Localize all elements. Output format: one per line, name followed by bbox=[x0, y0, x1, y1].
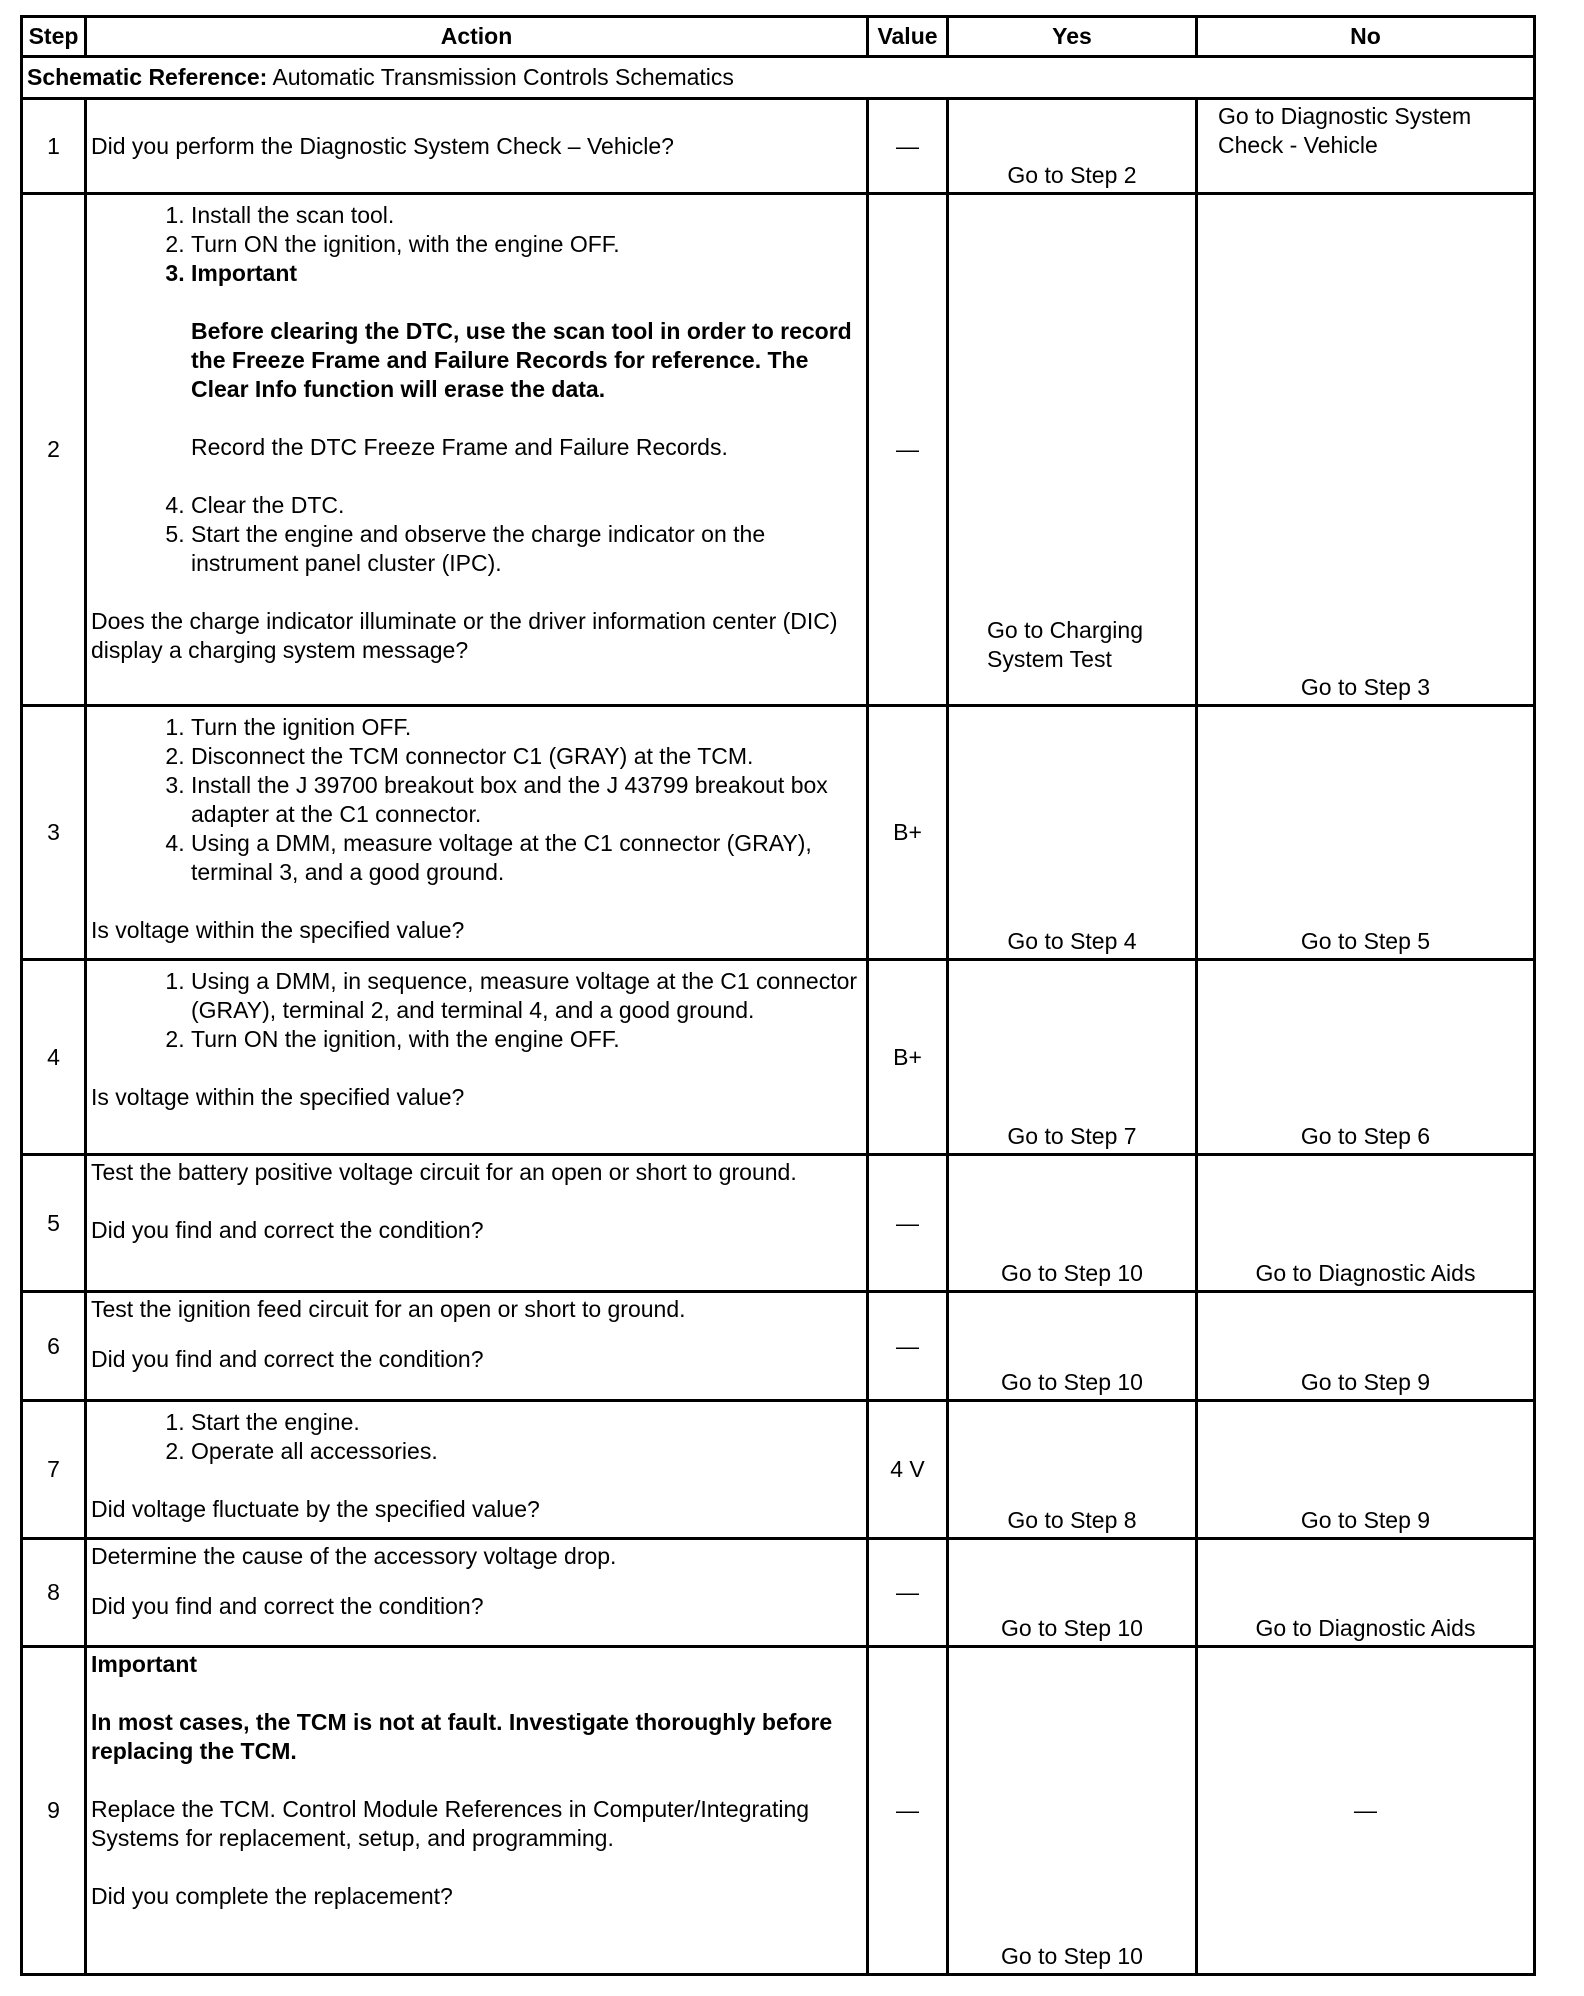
diagnostic-table bbox=[20, 15, 1536, 1976]
no-cell: — bbox=[1197, 1647, 1535, 1975]
action-cell bbox=[86, 1401, 868, 1539]
list-item: 2. Turn ON the ignition, with the engine OFF. bbox=[191, 1025, 862, 1054]
step-number: 2 bbox=[22, 194, 86, 706]
yes-link[interactable]: Go to Step 7 bbox=[948, 960, 1197, 1155]
table-row bbox=[22, 1155, 1535, 1292]
no-link[interactable]: Go to Diagnostic Aids bbox=[1197, 1539, 1535, 1647]
list-item: 2. Disconnect the TCM connector C1 (GRAY) at the TCM. bbox=[191, 742, 862, 771]
yes-link[interactable]: Go to Step 2 bbox=[948, 99, 1197, 194]
diagnostic-table-wrapper bbox=[20, 15, 1536, 1976]
yes-link[interactable]: Go to Step 10 bbox=[948, 1647, 1197, 1975]
list-item: 1. Using a DMM, in sequence, measure voltage at the C1 connector (GRAY), terminal 2, and terminal 4, and a good ground. bbox=[191, 967, 862, 1025]
header-row bbox=[22, 17, 1535, 57]
list-item: 3. Install the J 39700 breakout box and the J 43799 breakout box adapter at the C1 connector. bbox=[191, 771, 862, 829]
table-row bbox=[22, 1647, 1535, 1975]
value-cell: — bbox=[868, 1155, 948, 1292]
action-question: Did you find and correct the condition? bbox=[91, 1346, 484, 1372]
value-cell: 4 V bbox=[868, 1401, 948, 1539]
value-cell: B+ bbox=[868, 960, 948, 1155]
no-link[interactable]: Go to Step 9 bbox=[1197, 1292, 1535, 1401]
step-number: 8 bbox=[22, 1539, 86, 1647]
value-cell: — bbox=[868, 1292, 948, 1401]
header-step: Step bbox=[22, 17, 86, 57]
list-item: 2. Turn ON the ignition, with the engine OFF. bbox=[191, 230, 862, 259]
table-row bbox=[22, 1292, 1535, 1401]
no-link[interactable]: Go to Step 3 bbox=[1197, 194, 1535, 706]
table-row bbox=[22, 194, 1535, 706]
action-list bbox=[91, 967, 862, 1054]
action-question: Is voltage within the specified value? bbox=[91, 917, 465, 943]
yes-link[interactable]: Go to Step 10 bbox=[948, 1539, 1197, 1647]
action-list bbox=[91, 201, 862, 288]
action-cell bbox=[86, 1155, 868, 1292]
no-link[interactable]: Go to Diagnostic Aids bbox=[1197, 1155, 1535, 1292]
action-question: Does the charge indicator illuminate or the driver information center (DIC) display a charging system message? bbox=[91, 608, 838, 663]
value-cell: — bbox=[868, 99, 948, 194]
yes-link[interactable]: Go to Step 4 bbox=[948, 706, 1197, 960]
important-label: Important bbox=[91, 1651, 198, 1677]
important-text: Before clearing the DTC, use the scan tool in order to record the Freeze Frame and Failure Records for reference. The Clear Info function will erase the data. bbox=[191, 318, 852, 402]
schematic-reference bbox=[22, 57, 1535, 99]
action-question: Did you find and correct the condition? bbox=[91, 1593, 484, 1619]
action-question: Did voltage fluctuate by the specified value? bbox=[91, 1496, 540, 1522]
action-cell bbox=[86, 194, 868, 706]
list-item: 1. Start the engine. bbox=[191, 1408, 862, 1437]
action-cell bbox=[86, 1539, 868, 1647]
action-list bbox=[91, 491, 862, 578]
value-cell: — bbox=[868, 1539, 948, 1647]
table-row bbox=[22, 960, 1535, 1155]
action-cell bbox=[86, 706, 868, 960]
header-yes: Yes bbox=[948, 17, 1197, 57]
schematic-row bbox=[22, 57, 1535, 99]
step-number: 9 bbox=[22, 1647, 86, 1975]
action-text: Replace the TCM. Control Module References in Computer/Integrating Systems for replacement, setup, and programming. bbox=[91, 1796, 810, 1851]
list-item: 1. Turn the ignition OFF. bbox=[191, 713, 862, 742]
value-cell: — bbox=[868, 1647, 948, 1975]
action-cell bbox=[86, 1292, 868, 1401]
list-item: 5. Start the engine and observe the charge indicator on the instrument panel cluster (IPC). bbox=[191, 520, 862, 578]
step-number: 5 bbox=[22, 1155, 86, 1292]
action-question: Did you complete the replacement? bbox=[91, 1883, 453, 1909]
yes-link[interactable]: Go to Step 10 bbox=[948, 1155, 1197, 1292]
schematic-label: Schematic Reference: bbox=[27, 64, 268, 90]
no-link[interactable]: Go to Step 6 bbox=[1197, 960, 1535, 1155]
schematic-text: Automatic Transmission Controls Schematics bbox=[272, 64, 734, 90]
yes-link[interactable]: Go to Step 8 bbox=[948, 1401, 1197, 1539]
step-number: 3 bbox=[22, 706, 86, 960]
action-text: Test the battery positive voltage circuit for an open or short to ground. bbox=[91, 1159, 797, 1185]
step-number: 7 bbox=[22, 1401, 86, 1539]
no-link[interactable]: Go to Step 9 bbox=[1197, 1401, 1535, 1539]
header-action: Action bbox=[86, 17, 868, 57]
action-question: Did you perform the Diagnostic System Check – Vehicle? bbox=[86, 99, 868, 194]
table-row bbox=[22, 1401, 1535, 1539]
step-number: 1 bbox=[22, 99, 86, 194]
table-row bbox=[22, 706, 1535, 960]
action-cell bbox=[86, 1647, 868, 1975]
action-cell bbox=[86, 960, 868, 1155]
list-item: 2. Operate all accessories. bbox=[191, 1437, 862, 1466]
action-question: Did you find and correct the condition? bbox=[91, 1217, 484, 1243]
yes-link[interactable]: Go to Charging System Test bbox=[948, 194, 1197, 706]
list-item: 3. Important bbox=[191, 259, 862, 288]
action-list bbox=[91, 1408, 862, 1466]
list-item: 1. Install the scan tool. bbox=[191, 201, 862, 230]
value-cell: — bbox=[868, 194, 948, 706]
no-link[interactable]: Go to Diagnostic System Check - Vehicle bbox=[1197, 99, 1535, 194]
list-item: 4. Clear the DTC. bbox=[191, 491, 862, 520]
important-text: In most cases, the TCM is not at fault. Investigate thoroughly before replacing the TCM. bbox=[91, 1709, 833, 1764]
yes-link[interactable]: Go to Step 10 bbox=[948, 1292, 1197, 1401]
step-number: 4 bbox=[22, 960, 86, 1155]
table-row bbox=[22, 99, 1535, 194]
list-item: 4. Using a DMM, measure voltage at the C1 connector (GRAY), terminal 3, and a good ground. bbox=[191, 829, 862, 887]
action-text: Determine the cause of the accessory voltage drop. bbox=[91, 1543, 617, 1569]
table-row bbox=[22, 1539, 1535, 1647]
sub-text: Record the DTC Freeze Frame and Failure Records. bbox=[191, 434, 728, 460]
step-number: 6 bbox=[22, 1292, 86, 1401]
action-question: Is voltage within the specified value? bbox=[91, 1084, 465, 1110]
value-cell: B+ bbox=[868, 706, 948, 960]
header-value: Value bbox=[868, 17, 948, 57]
header-no: No bbox=[1197, 17, 1535, 57]
action-list bbox=[91, 713, 862, 887]
action-text: Test the ignition feed circuit for an open or short to ground. bbox=[91, 1296, 686, 1322]
no-link[interactable]: Go to Step 5 bbox=[1197, 706, 1535, 960]
